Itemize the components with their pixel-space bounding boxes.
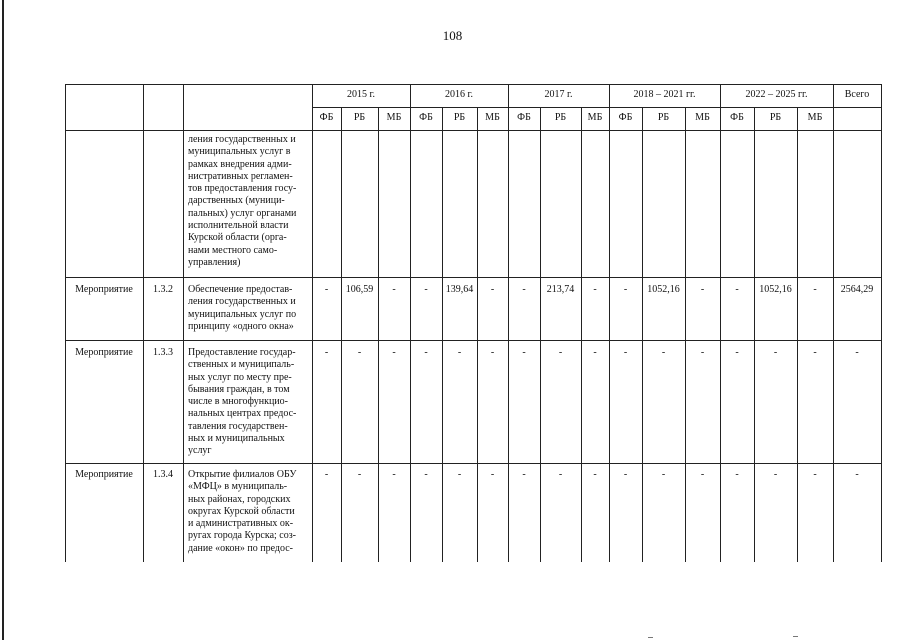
- description-line: тавления государствен-: [188, 420, 288, 432]
- row-code: 1.3.4: [153, 469, 173, 480]
- value-cell: 213,74: [546, 284, 575, 295]
- value-cell: -: [735, 347, 739, 358]
- value-cell: -: [392, 284, 396, 295]
- value-cell: -: [558, 469, 563, 480]
- value-cell: -: [357, 469, 362, 480]
- column-divider: [442, 107, 443, 562]
- source-header: РБ: [554, 112, 567, 123]
- source-header: РБ: [769, 112, 782, 123]
- description-line: пальных) услуг органами: [188, 207, 297, 219]
- value-cell: -: [735, 284, 739, 295]
- value-cell: 1052,16: [647, 284, 680, 295]
- description-line: дание «окон» по предос-: [188, 542, 293, 554]
- value-cell: -: [357, 347, 362, 358]
- description-line: исполнительной власти: [188, 220, 289, 232]
- source-header: ФБ: [419, 112, 433, 123]
- value-cell: -: [392, 347, 396, 358]
- column-divider: [754, 107, 755, 562]
- value-cell: -: [593, 347, 597, 358]
- source-header: ФБ: [730, 112, 744, 123]
- description-line: ления государственных и: [188, 134, 296, 145]
- year-header: 2022 – 2025 гг.: [745, 89, 808, 100]
- value-cell: -: [593, 284, 597, 295]
- value-cell: -: [324, 284, 329, 295]
- page-number: 108: [442, 28, 463, 43]
- row-code: 1.3.3: [153, 347, 173, 358]
- source-header: МБ: [695, 112, 710, 123]
- description-line: принципу «одного окна»: [188, 320, 294, 332]
- description-line: «МФЦ» в муниципаль-: [188, 481, 288, 493]
- description-line: числе в многофункцио-: [188, 396, 288, 408]
- value-cell: -: [813, 347, 817, 358]
- value-cell: -: [773, 347, 778, 358]
- column-divider: [508, 84, 509, 562]
- description-line: нами местного само-: [188, 244, 278, 256]
- value-cell: -: [490, 347, 495, 358]
- value-cell: -: [457, 347, 462, 358]
- scan-mark: [793, 636, 798, 637]
- description-line: муниципальных услуг в: [188, 146, 291, 158]
- value-cell: -: [490, 284, 495, 295]
- description-line: муниципальных услуг по: [188, 308, 297, 320]
- value-cell: -: [424, 284, 428, 295]
- column-divider: [720, 84, 721, 562]
- description-line: Предоставление государ-: [188, 347, 296, 358]
- value-cell: -: [392, 469, 396, 480]
- value-cell: -: [623, 347, 628, 358]
- source-header: РБ: [453, 112, 466, 123]
- column-divider: [833, 84, 834, 562]
- source-header: ФБ: [517, 112, 531, 123]
- value-cell: -: [424, 469, 428, 480]
- value-cell: -: [855, 347, 859, 358]
- source-header: ФБ: [618, 112, 633, 123]
- row-type: Мероприятие: [75, 284, 133, 295]
- scan-mark: [648, 637, 653, 638]
- row-code: 1.3.2: [153, 284, 173, 295]
- value-cell: -: [522, 469, 526, 480]
- value-cell: 1052,16: [759, 284, 792, 295]
- column-divider: [609, 84, 610, 562]
- value-cell: -: [700, 347, 705, 358]
- value-cell: -: [522, 347, 526, 358]
- description-line: управления): [188, 256, 241, 268]
- source-header: РБ: [657, 112, 670, 123]
- row-description: [188, 469, 310, 555]
- value-cell: -: [661, 469, 666, 480]
- row-divider: [65, 130, 882, 131]
- year-header: 2015 г.: [347, 89, 375, 100]
- value-cell: -: [813, 284, 817, 295]
- column-divider: [410, 84, 411, 562]
- column-divider: [341, 107, 342, 562]
- column-divider: [312, 84, 313, 562]
- description-line: ления государственных и: [188, 296, 296, 308]
- column-divider: [642, 107, 643, 562]
- row-description: [188, 284, 310, 333]
- value-cell: -: [735, 469, 739, 480]
- source-header: МБ: [807, 112, 823, 123]
- description-line: ственных и муниципаль-: [188, 359, 295, 371]
- description-line: нальных центрах предос-: [188, 408, 297, 420]
- description-line: ных и муниципальных: [188, 433, 285, 445]
- column-divider: [143, 84, 144, 562]
- value-cell: -: [558, 347, 563, 358]
- value-cell: -: [623, 469, 628, 480]
- row-divider: [65, 277, 882, 278]
- description-line: Курской области (орга-: [188, 232, 287, 244]
- column-divider: [581, 107, 582, 562]
- description-line: округах Курской области: [188, 505, 295, 517]
- year-header: 2018 – 2021 гг.: [633, 89, 696, 100]
- row-type: Мероприятие: [75, 347, 133, 358]
- value-cell: -: [855, 469, 859, 480]
- row-divider: [65, 340, 882, 341]
- row-description: [188, 347, 310, 458]
- value-cell: -: [324, 347, 329, 358]
- total-header: Всего: [844, 89, 870, 100]
- description-line: Обеспечение предостав-: [188, 284, 293, 295]
- column-divider: [378, 107, 379, 562]
- value-cell: -: [813, 469, 817, 480]
- value-cell: -: [457, 469, 462, 480]
- column-divider: [881, 84, 882, 562]
- value-cell: -: [324, 469, 329, 480]
- year-header: 2016 г.: [445, 89, 473, 100]
- description-line: ругах города Курска; соз-: [188, 530, 296, 542]
- source-header: МБ: [587, 112, 603, 123]
- year-header: 2017 г.: [544, 89, 573, 100]
- value-cell: -: [623, 284, 628, 295]
- description-line: услуг: [188, 445, 212, 457]
- description-line: ных услуг по месту пре-: [188, 371, 292, 383]
- row-divider: [65, 463, 882, 464]
- value-cell: 2564,29: [840, 284, 874, 295]
- value-cell: -: [424, 347, 428, 358]
- description-line: и административных ок-: [188, 518, 294, 530]
- description-line: тов предоставления госу-: [188, 183, 297, 195]
- source-header: МБ: [485, 112, 500, 123]
- column-divider: [183, 84, 184, 562]
- source-header: ФБ: [319, 112, 334, 123]
- value-cell: -: [490, 469, 495, 480]
- column-divider: [540, 107, 541, 562]
- column-divider: [797, 107, 798, 562]
- description-line: ных районах, городских: [188, 493, 291, 505]
- value-cell: -: [593, 469, 597, 480]
- row-type: Мероприятие: [75, 469, 133, 480]
- value-cell: -: [700, 284, 705, 295]
- description-line: рамках внедрения адми-: [188, 158, 292, 170]
- description-line: Открытие филиалов ОБУ: [188, 469, 297, 480]
- value-cell: 139,64: [445, 284, 474, 295]
- table-border-top: [65, 84, 882, 85]
- value-cell: -: [773, 469, 778, 480]
- value-cell: 106,59: [345, 284, 374, 295]
- column-divider: [685, 107, 686, 562]
- value-cell: -: [661, 347, 666, 358]
- description-line: дарственных (муници-: [188, 195, 285, 207]
- value-cell: -: [522, 284, 526, 295]
- value-cell: -: [700, 469, 705, 480]
- row-description: [188, 134, 310, 269]
- column-divider: [65, 84, 66, 562]
- description-line: бывания граждан, в том: [188, 383, 290, 395]
- description-line: нистративных регламен-: [188, 170, 293, 182]
- source-header: РБ: [353, 112, 366, 123]
- column-divider: [477, 107, 478, 562]
- source-header: МБ: [386, 112, 402, 123]
